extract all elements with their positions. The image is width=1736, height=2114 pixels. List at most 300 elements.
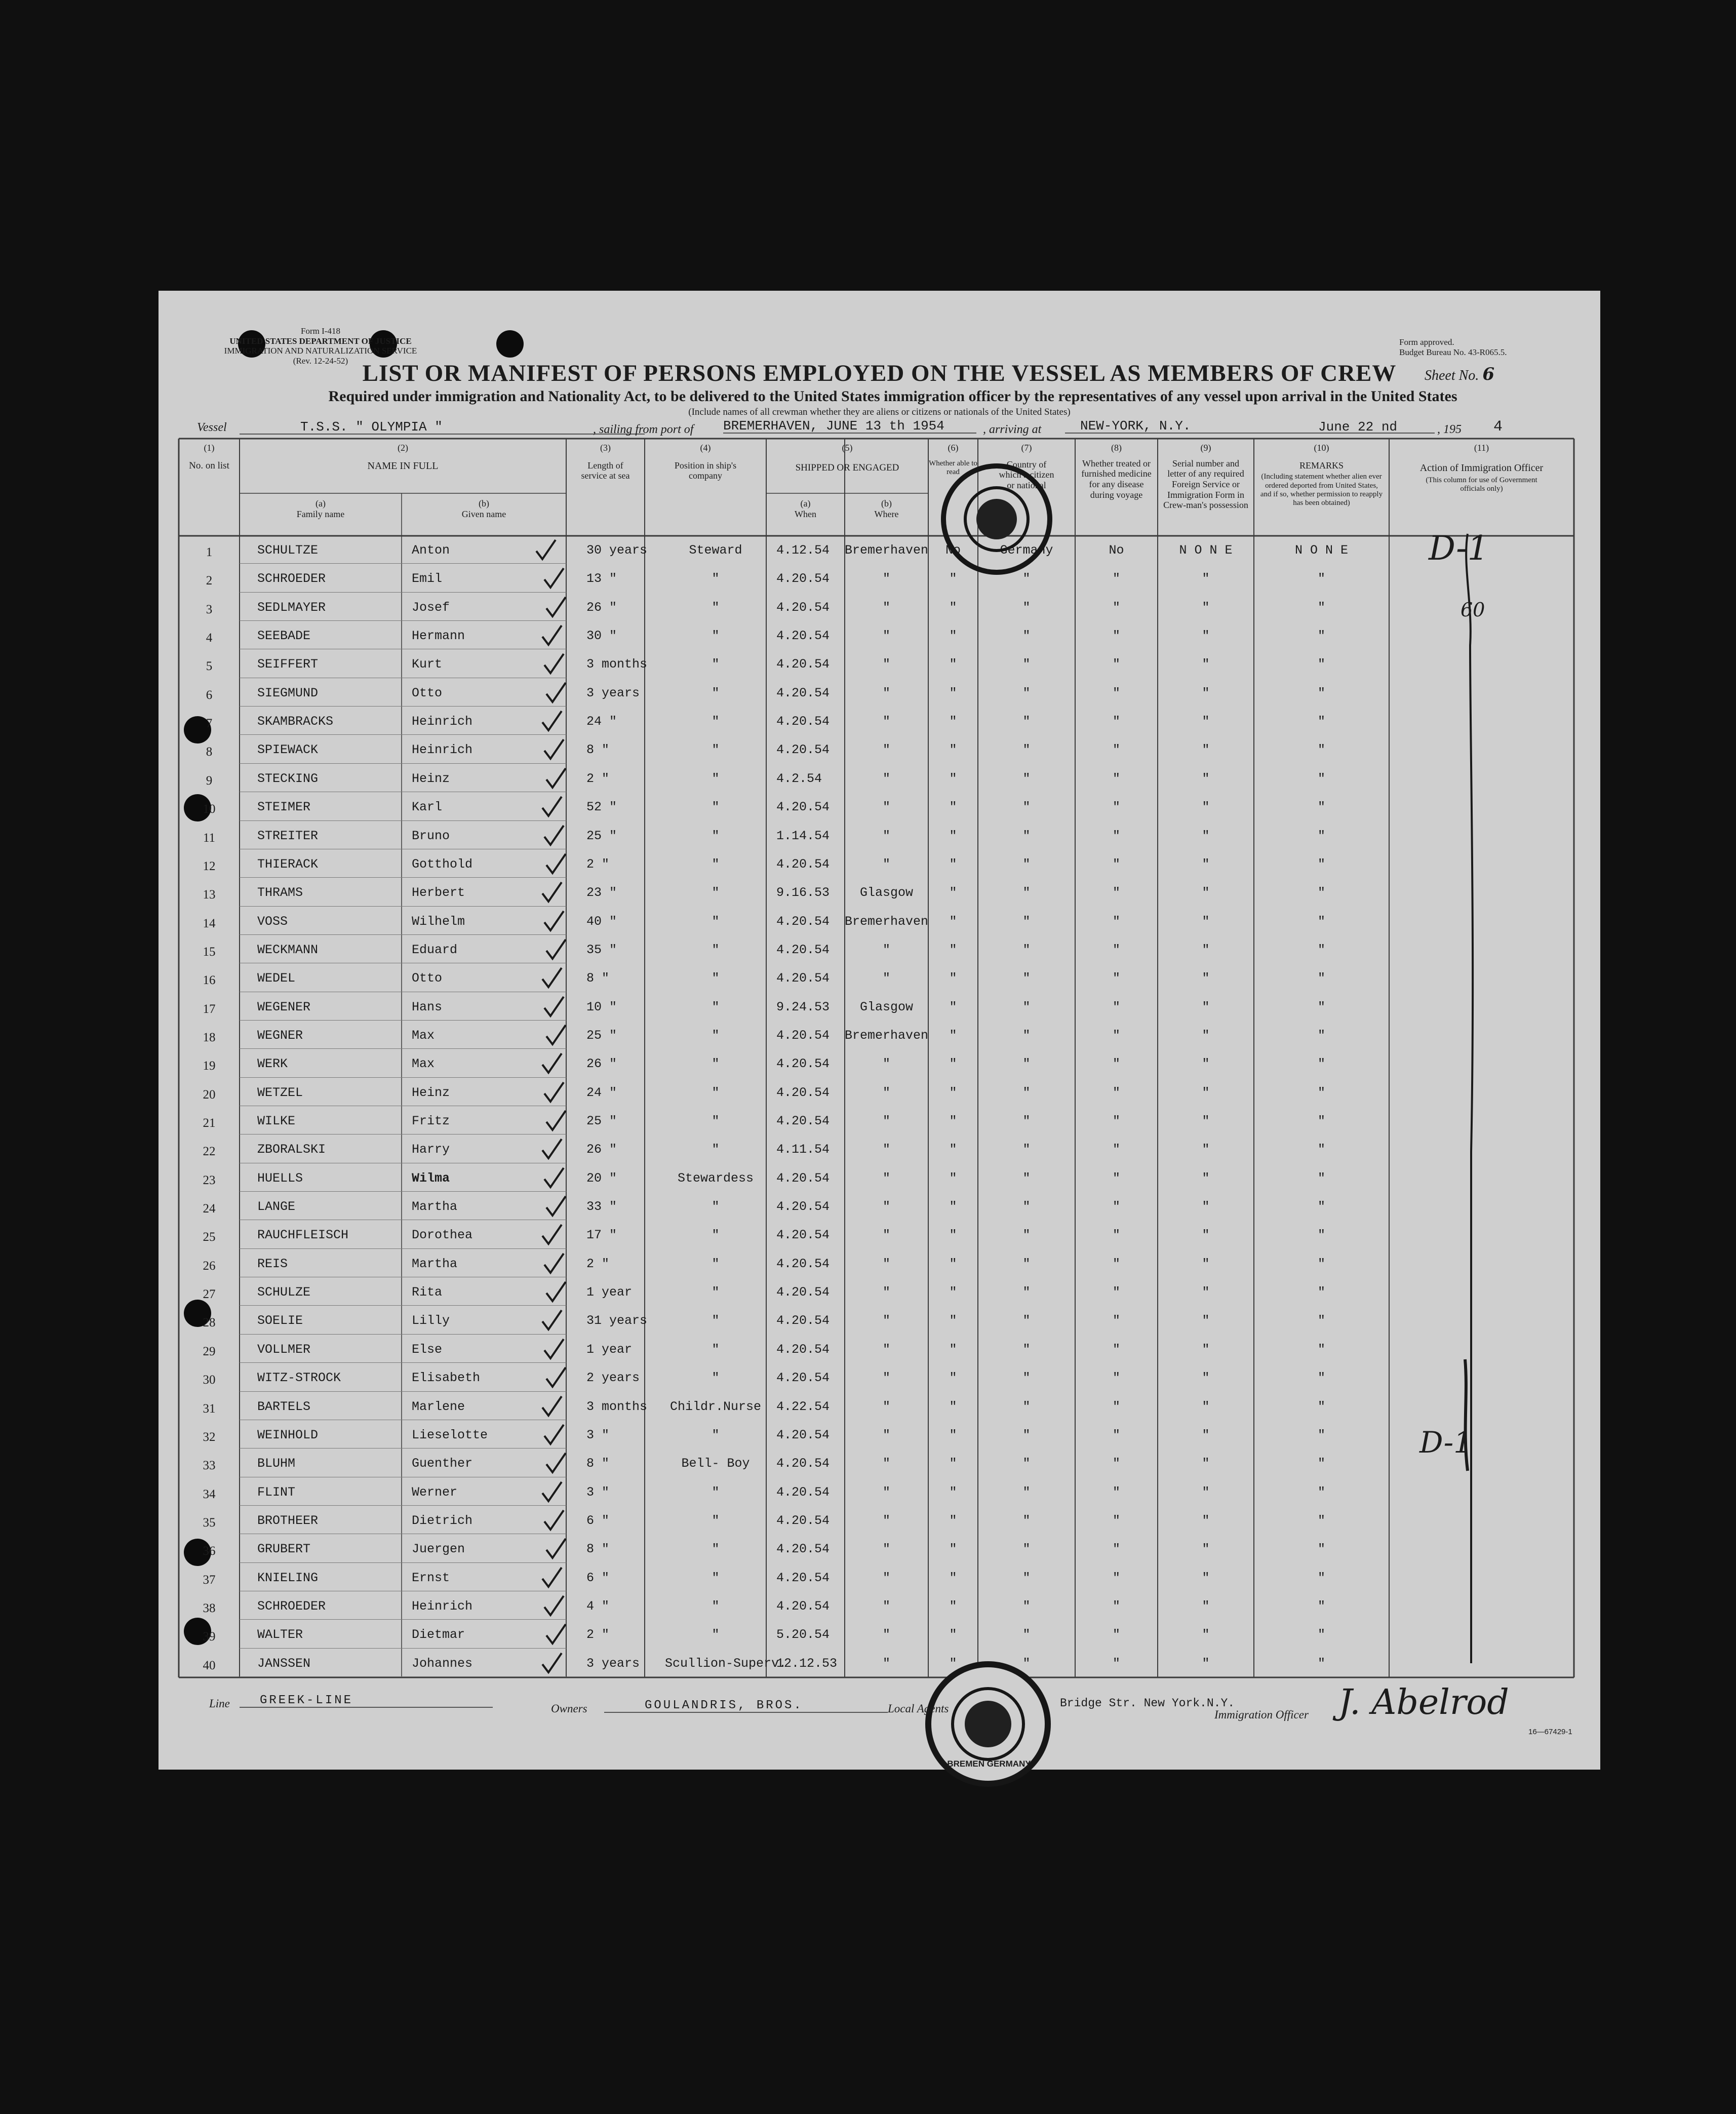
citizenship: ": [1022, 1285, 1031, 1300]
length-of-service: 24 ": [586, 1085, 617, 1100]
length-of-service: 30 ": [586, 629, 617, 644]
given-name: Elisabeth: [412, 1371, 481, 1386]
row-number: 33: [203, 1459, 216, 1473]
length-of-service: 2 ": [586, 771, 610, 786]
serial-number: ": [1202, 1484, 1210, 1500]
position: ": [712, 1256, 720, 1271]
position: ": [712, 1228, 720, 1243]
serial-number: ": [1202, 828, 1210, 843]
row-number: 35: [203, 1515, 216, 1530]
given-name: Ernst: [412, 1570, 450, 1585]
serial-number: ": [1202, 629, 1210, 644]
row-number: 19: [203, 1059, 216, 1073]
length-of-service: 2 ": [586, 856, 610, 872]
row-number: 9: [206, 773, 213, 788]
length-of-service: 2 ": [586, 1256, 610, 1271]
shipped-where: ": [882, 629, 890, 644]
serial-number: ": [1202, 1570, 1210, 1585]
family-name: SEEBADE: [257, 629, 311, 644]
given-name: Heinrich: [412, 714, 473, 729]
position: ": [712, 1484, 720, 1500]
able-to-read: ": [949, 1313, 957, 1328]
remarks: ": [1317, 1371, 1325, 1386]
position: ": [712, 685, 720, 700]
col2b-header: (b) Given name: [461, 498, 506, 519]
length-of-service: 1 year: [586, 1342, 633, 1357]
length-of-service: 33 ": [586, 1199, 617, 1215]
medical-treatment: ": [1112, 1513, 1120, 1528]
col8-label: Whether treated or furnished medicine for any disease during voyage: [1081, 458, 1152, 500]
length-of-service: 1 year: [586, 1285, 633, 1300]
family-name: GRUBERT: [257, 1542, 311, 1557]
able-to-read: No: [945, 543, 961, 558]
owners-label: Owners: [551, 1702, 587, 1715]
shipped-where: ": [882, 1627, 890, 1642]
length-of-service: 30 years: [586, 543, 648, 558]
row-number: 21: [203, 1116, 216, 1130]
serial-number: ": [1202, 600, 1210, 615]
serial-number: ": [1202, 1513, 1210, 1528]
position: ": [712, 1342, 720, 1357]
remarks: ": [1317, 657, 1325, 672]
remarks: ": [1317, 1598, 1325, 1614]
family-name: STEIMER: [257, 800, 311, 815]
position: ": [712, 942, 720, 957]
family-name: SCHULZE: [257, 1285, 311, 1300]
given-name: Hermann: [412, 629, 465, 644]
medical-treatment: ": [1112, 1371, 1120, 1386]
medical-treatment: ": [1112, 1542, 1120, 1557]
given-name: Martha: [412, 1199, 458, 1215]
length-of-service: 26 ": [586, 600, 617, 615]
medical-treatment: ": [1112, 1627, 1120, 1642]
shipped-where: Bremerhaven: [845, 543, 929, 558]
shipped-when: 4.20.54: [776, 800, 830, 815]
shipped-where: Bremerhaven: [845, 1028, 929, 1043]
family-name: WETZEL: [257, 1085, 303, 1100]
shipped-where: ": [882, 1085, 890, 1100]
length-of-service: 25 ": [586, 828, 617, 843]
citizenship: ": [1022, 800, 1031, 815]
medical-treatment: ": [1112, 1456, 1120, 1471]
arriving-label: , arriving at: [983, 423, 1042, 436]
remarks: ": [1317, 1085, 1325, 1100]
shipped-where: ": [882, 1399, 890, 1414]
given-name: Dietrich: [412, 1513, 473, 1528]
given-name: Herbert: [412, 885, 465, 901]
citizenship: ": [1022, 999, 1031, 1014]
col7-number: (7): [1021, 443, 1032, 453]
col5-number: (5): [842, 443, 853, 453]
serial-number: ": [1202, 1170, 1210, 1186]
year-prefix: , 195: [1437, 423, 1462, 436]
col7-label: Country of which a citizen or national: [999, 459, 1054, 491]
row-number: 29: [203, 1344, 216, 1358]
shipped-where: ": [882, 685, 890, 700]
serial-number: ": [1202, 1056, 1210, 1072]
medical-treatment: ": [1112, 685, 1120, 700]
position: ": [712, 571, 720, 586]
medical-treatment: ": [1112, 1313, 1120, 1328]
row-number: 26: [203, 1259, 216, 1273]
medical-treatment: ": [1112, 571, 1120, 586]
serial-number: ": [1202, 1285, 1210, 1300]
col11-label: Action of Immigration Officer: [1419, 462, 1544, 474]
able-to-read: ": [949, 1656, 957, 1671]
able-to-read: ": [949, 1085, 957, 1100]
able-to-read: ": [949, 714, 957, 729]
col6-label: Whether able to read: [929, 459, 977, 476]
shipped-where: ": [882, 828, 890, 843]
col9-label: Serial number and letter of any required Foreign Service or Immigration Form in Crew-man's possession: [1163, 458, 1248, 511]
position: ": [712, 856, 720, 872]
given-name: Heinz: [412, 771, 450, 786]
shipped-when: 4.20.54: [776, 629, 830, 644]
vessel-label: Vessel: [197, 421, 227, 434]
citizenship: ": [1022, 914, 1031, 929]
row-number: 37: [203, 1573, 216, 1587]
family-name: WERK: [257, 1056, 288, 1072]
shipped-when: 4.20.54: [776, 1427, 830, 1442]
serial-number: ": [1202, 1114, 1210, 1128]
given-name: Lilly: [412, 1313, 450, 1328]
length-of-service: 8 ": [586, 971, 610, 986]
row-number: 17: [203, 1002, 216, 1016]
able-to-read: ": [949, 971, 957, 986]
serial-number: ": [1202, 1342, 1210, 1357]
citizenship: ": [1022, 685, 1031, 700]
able-to-read: ": [949, 1199, 957, 1215]
given-name: Werner: [412, 1484, 458, 1500]
row-number: 16: [203, 973, 216, 988]
arriving-at: NEW-YORK, N.Y.: [1065, 419, 1435, 434]
medical-treatment: ": [1112, 742, 1120, 758]
remarks: ": [1317, 1028, 1325, 1043]
family-name: SEIFFERT: [257, 657, 319, 672]
citizenship: ": [1022, 1056, 1031, 1072]
line-name: GREEK-LINE: [240, 1695, 493, 1708]
given-name: Marlene: [412, 1399, 465, 1414]
row-number: 8: [206, 745, 213, 759]
remarks: ": [1317, 971, 1325, 986]
line-label: Line: [209, 1697, 230, 1710]
family-name: THRAMS: [257, 885, 303, 901]
family-name: VOLLMER: [257, 1342, 311, 1357]
shipped-where: ": [882, 1456, 890, 1471]
family-name: SCHULTZE: [257, 543, 319, 558]
citizenship: ": [1022, 657, 1031, 672]
family-name: WITZ-STROCK: [257, 1371, 341, 1386]
remarks: ": [1317, 1228, 1325, 1243]
remarks: ": [1317, 914, 1325, 929]
given-name: Emil: [412, 571, 443, 586]
given-name: Johannes: [412, 1656, 473, 1671]
citizenship: ": [1022, 1484, 1031, 1500]
remarks: ": [1317, 885, 1325, 901]
given-name: Rita: [412, 1285, 443, 1300]
remarks: ": [1317, 1570, 1325, 1585]
serial-number: ": [1202, 1228, 1210, 1243]
given-name: Dietmar: [412, 1627, 465, 1642]
col6-number: (6): [948, 443, 959, 453]
remarks: ": [1317, 1114, 1325, 1128]
remarks: ": [1317, 1285, 1325, 1300]
medical-treatment: ": [1112, 1484, 1120, 1500]
row-number: 15: [203, 945, 216, 959]
able-to-read: ": [949, 600, 957, 615]
position: Scullion-Superv.: [665, 1656, 787, 1671]
position: Stewardess: [677, 1170, 754, 1186]
citizenship: ": [1022, 942, 1031, 957]
citizenship: ": [1022, 1313, 1031, 1328]
given-name: Martha: [412, 1256, 458, 1271]
serial-number: ": [1202, 742, 1210, 758]
col5b-header: (b) Where: [874, 498, 899, 519]
able-to-read: ": [949, 1627, 957, 1642]
able-to-read: ": [949, 1256, 957, 1271]
shipped-when: 4.22.54: [776, 1399, 830, 1414]
length-of-service: 31 years: [586, 1313, 648, 1328]
serial-number: ": [1202, 1313, 1210, 1328]
col9-number: (9): [1200, 443, 1211, 453]
shipped-when: 4.20.54: [776, 1542, 830, 1557]
able-to-read: ": [949, 571, 957, 586]
shipped-when: 4.20.54: [776, 1456, 830, 1471]
given-name: Lieselotte: [412, 1427, 488, 1442]
col3-number: (3): [600, 443, 611, 453]
shipped-when: 4.20.54: [776, 600, 830, 615]
length-of-service: 8 ": [586, 1456, 610, 1471]
col1-label: No. on list: [189, 460, 229, 471]
row-number: 27: [203, 1287, 216, 1302]
col10-label: REMARKS: [1299, 460, 1344, 471]
medical-treatment: ": [1112, 999, 1120, 1014]
immigration-officer-label: Immigration Officer: [1214, 1708, 1309, 1721]
shipped-when: 4.20.54: [776, 1285, 830, 1300]
position: ": [712, 1427, 720, 1442]
col10-sublabel: (Including statement whether alien ever ordered deported from United States, and if so, whether permission to reapply has been obtained): [1260, 473, 1383, 507]
length-of-service: 20 ": [586, 1170, 617, 1186]
length-of-service: 8 ": [586, 1542, 610, 1557]
shipped-when: 4.20.54: [776, 1056, 830, 1072]
citizenship: ": [1022, 1028, 1031, 1043]
sheet-label: Sheet No.: [1425, 368, 1479, 383]
approval-text: Form approved.: [1399, 337, 1454, 347]
sheet-value: 6: [1482, 364, 1494, 384]
shipped-when: 4.20.54: [776, 742, 830, 758]
citizenship: ": [1022, 1513, 1031, 1528]
shipped-where: ": [882, 771, 890, 786]
remarks: ": [1317, 1142, 1325, 1157]
row-number: 2: [206, 574, 213, 588]
medical-treatment: ": [1112, 1142, 1120, 1157]
serial-number: ": [1202, 856, 1210, 872]
family-name: WEINHOLD: [257, 1427, 319, 1442]
shipped-when: 4.20.54: [776, 1199, 830, 1215]
serial-number: ": [1202, 942, 1210, 957]
able-to-read: ": [949, 885, 957, 901]
remarks: ": [1317, 571, 1325, 586]
able-to-read: ": [949, 1484, 957, 1500]
medical-treatment: ": [1112, 942, 1120, 957]
medical-treatment: ": [1112, 1085, 1120, 1100]
shipped-where: ": [882, 1114, 890, 1128]
agents-address: Bridge Str. New York.N.Y.: [1060, 1697, 1235, 1710]
row-number: 10: [203, 802, 216, 816]
family-name: WALTER: [257, 1627, 303, 1642]
col1-number: (1): [204, 443, 215, 453]
remarks: ": [1317, 1313, 1325, 1328]
given-name: Juergen: [412, 1542, 465, 1557]
position: ": [712, 971, 720, 986]
position: Childr.Nurse: [669, 1399, 762, 1414]
family-name: REIS: [257, 1256, 288, 1271]
able-to-read: ": [949, 1456, 957, 1471]
given-name: Else: [412, 1342, 443, 1357]
row-number: 11: [203, 831, 216, 845]
medical-treatment: ": [1112, 1170, 1120, 1186]
given-name: Fritz: [412, 1114, 450, 1128]
position: ": [712, 800, 720, 815]
position: ": [712, 1085, 720, 1100]
able-to-read: ": [949, 771, 957, 786]
serial-number: ": [1202, 1085, 1210, 1100]
shipped-where: ": [882, 1371, 890, 1386]
shipped-where: ": [882, 800, 890, 815]
medical-treatment: ": [1112, 1114, 1120, 1128]
shipped-when: 4.11.54: [776, 1142, 830, 1157]
row-number: 12: [203, 859, 216, 873]
given-name: Otto: [412, 971, 443, 986]
length-of-service: 52 ": [586, 800, 617, 815]
citizenship: ": [1022, 600, 1031, 615]
citizenship: ": [1022, 1371, 1031, 1386]
serial-number: ": [1202, 1199, 1210, 1215]
length-of-service: 25 ": [586, 1028, 617, 1043]
serial-number: ": [1202, 1142, 1210, 1157]
shipped-when: 4.20.54: [776, 1028, 830, 1043]
shipped-when: 4.20.54: [776, 1484, 830, 1500]
shipped-where: ": [882, 1228, 890, 1243]
remarks: ": [1317, 1484, 1325, 1500]
shipped-where: ": [882, 1170, 890, 1186]
given-name: Heinrich: [412, 742, 473, 758]
owners-name: GOULANDRIS, BROS.: [604, 1700, 888, 1713]
remarks: ": [1317, 742, 1325, 758]
remarks: ": [1317, 1656, 1325, 1671]
col3-label: Length of service at sea: [581, 460, 630, 481]
serial-number: ": [1202, 657, 1210, 672]
length-of-service: 2 ": [586, 1627, 610, 1642]
col4-number: (4): [700, 443, 711, 453]
given-name: Max: [412, 1028, 435, 1043]
arrival-date: June 22 nd: [1318, 419, 1398, 435]
row-number: 14: [203, 916, 216, 930]
position: ": [712, 1285, 720, 1300]
shipped-where: ": [882, 1142, 890, 1157]
medical-treatment: ": [1112, 657, 1120, 672]
shipped-when: 4.20.54: [776, 856, 830, 872]
medical-treatment: ": [1112, 1199, 1120, 1215]
able-to-read: ": [949, 1342, 957, 1357]
length-of-service: 40 ": [586, 914, 617, 929]
shipped-when: 9.24.53: [776, 999, 830, 1014]
citizenship: ": [1022, 971, 1031, 986]
shipped-when: 5.20.54: [776, 1627, 830, 1642]
remarks: ": [1317, 771, 1325, 786]
row-number: 38: [203, 1601, 216, 1615]
remarks: ": [1317, 942, 1325, 957]
family-name: WEDEL: [257, 971, 296, 986]
shipped-where: ": [882, 1427, 890, 1442]
able-to-read: ": [949, 1028, 957, 1043]
shipped-where: ": [882, 942, 890, 957]
col2a-header: (a) Family name: [296, 498, 345, 519]
family-name: SKAMBRACKS: [257, 714, 334, 729]
family-name: HUELLS: [257, 1170, 303, 1186]
family-name: VOSS: [257, 914, 288, 929]
medical-treatment: ": [1112, 1028, 1120, 1043]
medical-treatment: No: [1109, 543, 1124, 558]
able-to-read: ": [949, 685, 957, 700]
row-number: 31: [203, 1401, 216, 1416]
able-to-read: ": [949, 1399, 957, 1414]
row-number: 32: [203, 1430, 216, 1444]
position: ": [712, 1371, 720, 1386]
serial-number: ": [1202, 971, 1210, 986]
shipped-where: ": [882, 1513, 890, 1528]
remarks: ": [1317, 1513, 1325, 1528]
medical-treatment: ": [1112, 800, 1120, 815]
position: ": [712, 1142, 720, 1157]
medical-treatment: ": [1112, 1427, 1120, 1442]
annotation-d1-top: D-1: [1429, 529, 1489, 568]
citizenship: ": [1022, 1627, 1031, 1642]
position: ": [712, 771, 720, 786]
serial-number: ": [1202, 1427, 1210, 1442]
remarks: ": [1317, 1427, 1325, 1442]
sailing-from: BREMERHAVEN, JUNE 13 th 1954: [723, 419, 976, 434]
able-to-read: ": [949, 1285, 957, 1300]
given-name: Max: [412, 1056, 435, 1072]
position: ": [712, 1313, 720, 1328]
citizenship: ": [1022, 1256, 1031, 1271]
remarks: N O N E: [1294, 543, 1349, 558]
position: ": [712, 1114, 720, 1128]
able-to-read: ": [949, 1427, 957, 1442]
able-to-read: ": [949, 629, 957, 644]
medical-treatment: ": [1112, 1570, 1120, 1585]
shipped-where: ": [882, 1542, 890, 1557]
annotation-count: 60: [1461, 599, 1485, 621]
shipped-when: 4.20.54: [776, 1313, 830, 1328]
family-name: BARTELS: [257, 1399, 311, 1414]
form-code: 16—67429-1: [1528, 1728, 1572, 1736]
remarks: ": [1317, 1542, 1325, 1557]
row-number: 23: [203, 1173, 216, 1187]
shipped-when: 4.20.54: [776, 914, 830, 929]
able-to-read: ": [949, 1542, 957, 1557]
row-number: 30: [203, 1373, 216, 1387]
consulate-stamp-top: [938, 461, 1055, 577]
length-of-service: 13 ": [586, 571, 617, 586]
able-to-read: ": [949, 999, 957, 1014]
col8-number: (8): [1111, 443, 1122, 453]
medical-treatment: ": [1112, 1056, 1120, 1072]
length-of-service: 26 ": [586, 1142, 617, 1157]
able-to-read: ": [949, 1570, 957, 1585]
family-name: SIEGMUND: [257, 685, 319, 700]
